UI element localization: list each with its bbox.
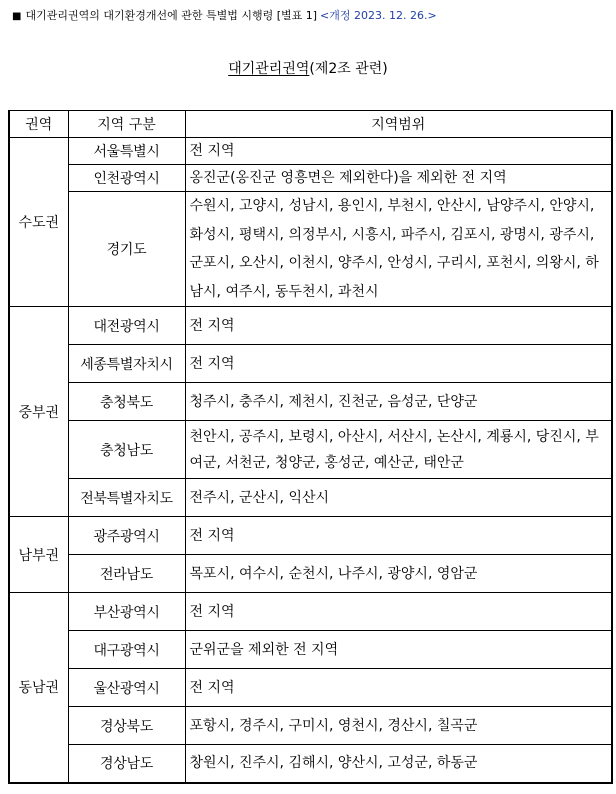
- table-row: [9, 479, 612, 517]
- table-row: [9, 707, 612, 745]
- division-cell: 전북특별자치도: [68, 479, 185, 517]
- division-cell: 부산광역시: [68, 593, 185, 631]
- header-range: 지역범위: [185, 111, 612, 138]
- range-cell: 전 지역: [185, 593, 612, 631]
- range-cell: 전 지역: [185, 345, 612, 383]
- range-cell: 포항시, 경주시, 구미시, 영천시, 경산시, 칠곡군: [185, 707, 612, 745]
- table-row: [9, 307, 612, 345]
- range-cell: 전 지역: [185, 669, 612, 707]
- page-title: [0, 60, 616, 78]
- table-row: [9, 165, 612, 192]
- division-cell: 대전광역시: [68, 307, 185, 345]
- table-row: [9, 669, 612, 707]
- division-cell: 인천광역시: [68, 165, 185, 192]
- range-cell: 수원시, 고양시, 성남시, 용인시, 부천시, 안산시, 남양주시, 안양시, 화성시, 평택시, 의정부시, 시흥시, 파주시, 김포시, 광명시, 광주시, 군포시, 오산시, 이천시, 양주시, 안성시, 구리시, 포천시, 의왕시, 하남시, 여주시, 동두천시, 과천시: [185, 192, 612, 307]
- table-row: [9, 745, 612, 783]
- title-main: 대기관리권역: [228, 61, 310, 77]
- division-cell: 충청남도: [68, 421, 185, 479]
- document-header: [12, 9, 608, 24]
- table-row: [9, 517, 612, 555]
- table-row: [9, 345, 612, 383]
- range-cell: 군위군을 제외한 전 지역: [185, 631, 612, 669]
- amendment-link[interactable]: <개정 2023. 12. 26.>: [320, 9, 437, 22]
- title-suffix: (제2조 관련): [309, 61, 388, 77]
- region-table: [8, 110, 613, 784]
- table-row: [9, 383, 612, 421]
- range-cell: 옹진군(옹진군 영흥면은 제외한다)을 제외한 전 지역: [185, 165, 612, 192]
- range-cell: 청주시, 충주시, 제천시, 진천군, 음성군, 단양군: [185, 383, 612, 421]
- table-row: [9, 138, 612, 165]
- range-cell: 전주시, 군산시, 익산시: [185, 479, 612, 517]
- division-cell: 세종특별자치시: [68, 345, 185, 383]
- range-cell: 천안시, 공주시, 보령시, 아산시, 서산시, 논산시, 계룡시, 당진시, 부여군, 서천군, 청양군, 홍성군, 예산군, 태안군: [185, 421, 612, 479]
- range-cell: 창원시, 진주시, 김해시, 양산시, 고성군, 하동군: [185, 745, 612, 783]
- bloc-cell: 중부권: [9, 307, 68, 517]
- bloc-cell: 남부권: [9, 517, 68, 593]
- division-cell: 서울특별시: [68, 138, 185, 165]
- division-cell: 경상북도: [68, 707, 185, 745]
- division-cell: 광주광역시: [68, 517, 185, 555]
- table-row: [9, 555, 612, 593]
- bloc-cell: 동남권: [9, 593, 68, 783]
- table-header-row: [9, 111, 612, 138]
- table-row: [9, 192, 612, 307]
- range-cell: 목포시, 여수시, 순천시, 나주시, 광양시, 영암군: [185, 555, 612, 593]
- header-bloc: 권역: [9, 111, 68, 138]
- division-cell: 경상남도: [68, 745, 185, 783]
- range-cell: 전 지역: [185, 517, 612, 555]
- division-cell: 경기도: [68, 192, 185, 307]
- table-row: [9, 421, 612, 479]
- division-cell: 대구광역시: [68, 631, 185, 669]
- square-bullet-icon: ■: [12, 11, 22, 22]
- bloc-cell: 수도권: [9, 138, 68, 307]
- table-row: [9, 593, 612, 631]
- division-cell: 충청북도: [68, 383, 185, 421]
- division-cell: 전라남도: [68, 555, 185, 593]
- header-division: 지역 구분: [68, 111, 185, 138]
- range-cell: 전 지역: [185, 138, 612, 165]
- law-name: 대기관리권역의 대기환경개선에 관한 특별법 시행령 [별표 1]: [25, 9, 318, 22]
- division-cell: 울산광역시: [68, 669, 185, 707]
- table-row: [9, 631, 612, 669]
- range-cell: 전 지역: [185, 307, 612, 345]
